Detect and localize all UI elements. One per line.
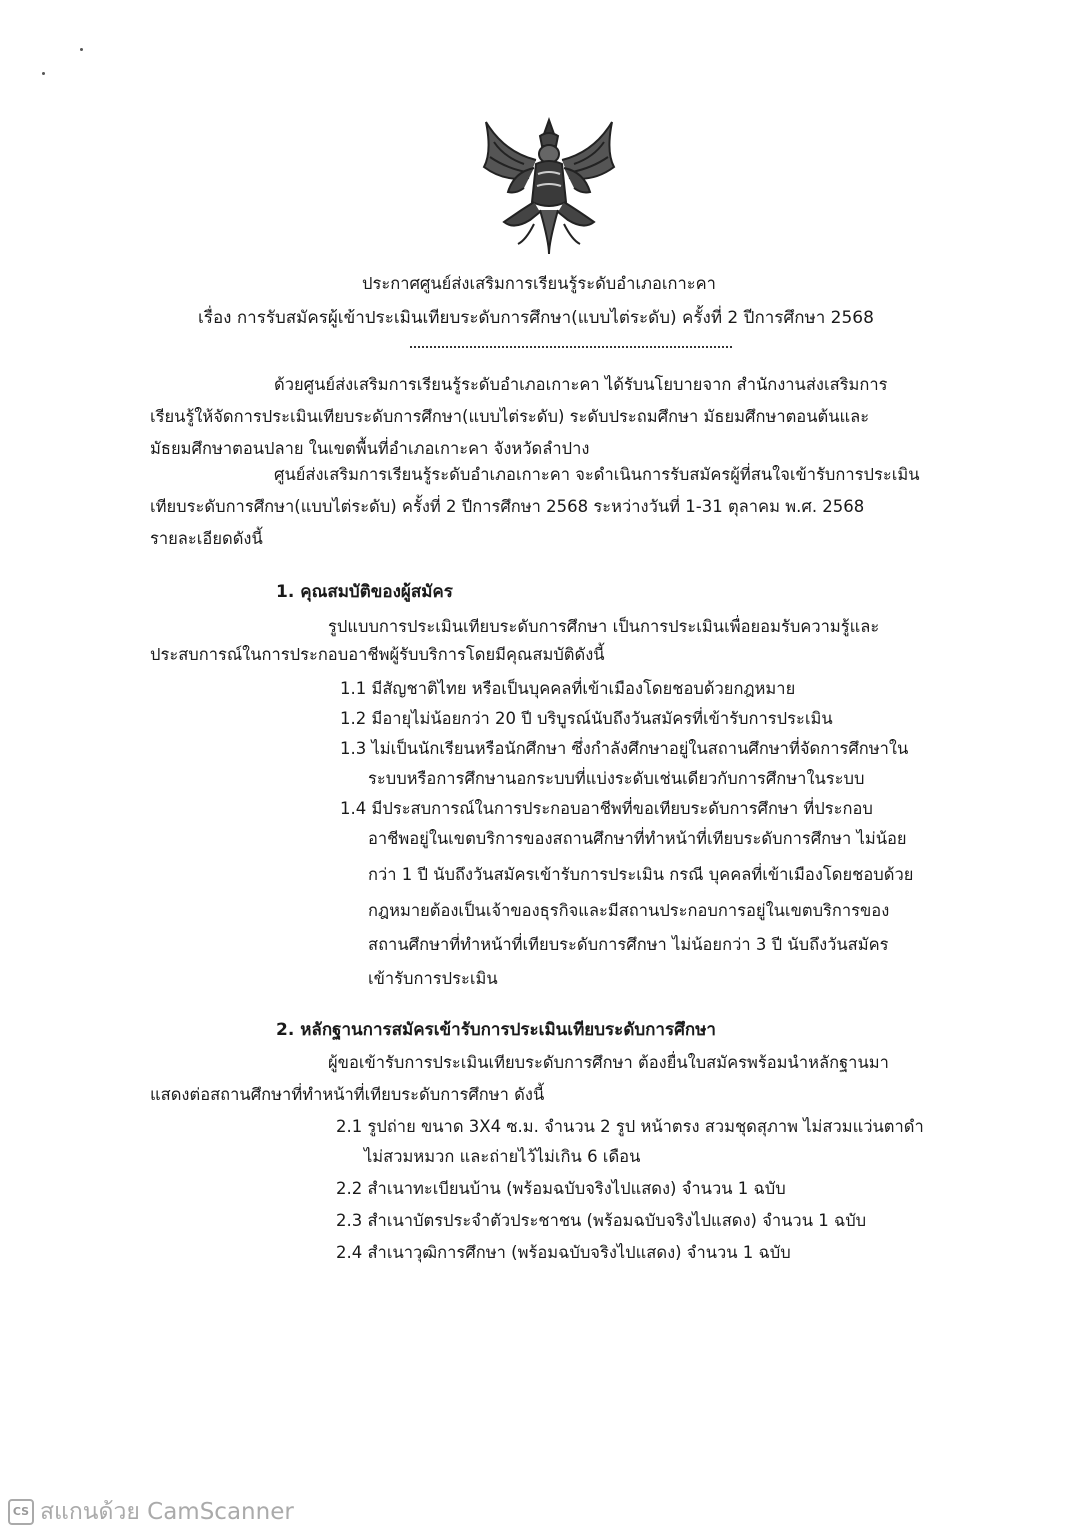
section2-heading: 2. หลักฐานการสมัครเข้ารับการประเมินเทียบระดับการศึกษา	[276, 1020, 716, 1040]
section2-intro-line1: ผู้ขอเข้ารับการประเมินเทียบระดับการศึกษา ต้องยื่นใบสมัครพร้อมนำหลักฐานมา	[328, 1053, 889, 1072]
intro-p2-line3: รายละเอียดดังนี้	[150, 529, 263, 548]
qualification-item-cont: กว่า 1 ปี นับถึงวันสมัครเข้ารับการประเมิน กรณี บุคคลที่เข้าเมืองโดยชอบด้วย	[368, 865, 914, 884]
camscanner-text: สแกนด้วย CamScanner	[40, 1499, 294, 1525]
scan-speck	[42, 72, 45, 75]
qualification-item: 1.1 มีสัญชาติไทย หรือเป็นบุคคลที่เข้าเมืองโดยชอบด้วยกฎหมาย	[340, 679, 796, 698]
qualification-item-cont: อาชีพอยู่ในเขตบริการของสถานศึกษาที่ทำหน้าที่เทียบระดับการศึกษา ไม่น้อย	[368, 829, 907, 848]
section1-intro-line1: รูปแบบการประเมินเทียบระดับการศึกษา เป็นการประเมินเพื่อยอมรับความรู้และ	[328, 617, 880, 636]
qualification-item-cont: กฎหมายต้องเป็นเจ้าของธุรกิจและมีสถานประกอบการอยู่ในเขตบริการของ	[368, 901, 890, 920]
intro-p1-line2: เรียนรู้ให้จัดการประเมินเทียบระดับการศึกษา(แบบไต่ระดับ) ระดับประถมศึกษา มัธยมศึกษาตอนต้นและ	[150, 407, 870, 426]
section2-intro-line2: แสดงต่อสถานศึกษาที่ทำหน้าที่เทียบระดับการศึกษา ดังนี้	[150, 1085, 545, 1104]
qualification-item-cont: สถานศึกษาที่ทำหน้าที่เทียบระดับการศึกษา ไม่น้อยกว่า 3 ปี นับถึงวันสมัคร	[368, 935, 889, 954]
qualification-item: 1.3 ไม่เป็นนักเรียนหรือนักศึกษา ซึ่งกำลังศึกษาอยู่ในสถานศึกษาที่จัดการศึกษาใน	[340, 739, 909, 758]
dotted-divider	[410, 340, 732, 348]
document-item: 2.3 สำเนาบัตรประจำตัวประชาชน (พร้อมฉบับจริงไปแสดง) จำนวน 1 ฉบับ	[336, 1211, 867, 1230]
scan-speck	[80, 48, 83, 51]
document-item: 2.2 สำเนาทะเบียนบ้าน (พร้อมฉบับจริงไปแสดง) จำนวน 1 ฉบับ	[336, 1179, 786, 1198]
announcement-subject: เรื่อง การรับสมัครผู้เข้าประเมินเทียบระดับการศึกษา(แบบไต่ระดับ) ครั้งที่ 2 ปีการศึกษา 2568	[198, 308, 874, 328]
announcement-title: ประกาศศูนย์ส่งเสริมการเรียนรู้ระดับอำเภอเกาะคา	[362, 274, 716, 293]
qualification-item: 1.4 มีประสบการณ์ในการประกอบอาชีพที่ขอเทียบระดับการศึกษา ที่ประกอบ	[340, 799, 873, 818]
section1-intro-line2: ประสบการณ์ในการประกอบอาชีพผู้รับบริการโดยมีคุณสมบัติดังนี้	[150, 645, 605, 664]
qualification-item: 1.2 มีอายุไม่น้อยกว่า 20 ปี บริบูรณ์นับถึงวันสมัครที่เข้ารับการประเมิน	[340, 709, 833, 728]
qualification-item-cont: ระบบหรือการศึกษานอกระบบที่แบ่งระดับเช่นเดียวกับการศึกษาในระบบ	[368, 769, 865, 788]
intro-p2-line2: เทียบระดับการศึกษา(แบบไต่ระดับ) ครั้งที่ 2 ปีการศึกษา 2568 ระหว่างวันที่ 1-31 ตุลาคม พ.ศ. 2568	[150, 497, 865, 516]
intro-p1-line3: มัธยมศึกษาตอนปลาย ในเขตพื้นที่อำเภอเกาะคา จังหวัดลำปาง	[150, 439, 590, 458]
garuda-emblem	[474, 112, 624, 262]
document-item: 2.4 สำเนาวุฒิการศึกษา (พร้อมฉบับจริงไปแสดง) จำนวน 1 ฉบับ	[336, 1243, 791, 1262]
camscanner-watermark	[8, 1494, 294, 1530]
document-item-cont: ไม่สวมหมวก และถ่ายไว้ไม่เกิน 6 เดือน	[364, 1147, 641, 1166]
intro-p2-line1: ศูนย์ส่งเสริมการเรียนรู้ระดับอำเภอเกาะคา จะดำเนินการรับสมัครผู้ที่สนใจเข้ารับการประเมิน	[274, 465, 920, 484]
camscanner-logo-icon: CS	[8, 1499, 34, 1525]
document-item: 2.1 รูปถ่าย ขนาด 3X4 ซ.ม. จำนวน 2 รูป หน้าตรง สวมชุดสุภาพ ไม่สวมแว่นตาดำ	[336, 1117, 924, 1136]
qualification-item-cont: เข้ารับการประเมิน	[368, 969, 498, 988]
section1-heading: 1. คุณสมบัติของผู้สมัคร	[276, 582, 453, 602]
intro-p1-line1: ด้วยศูนย์ส่งเสริมการเรียนรู้ระดับอำเภอเกาะคา ได้รับนโยบายจาก สำนักงานส่งเสริมการ	[274, 375, 888, 394]
